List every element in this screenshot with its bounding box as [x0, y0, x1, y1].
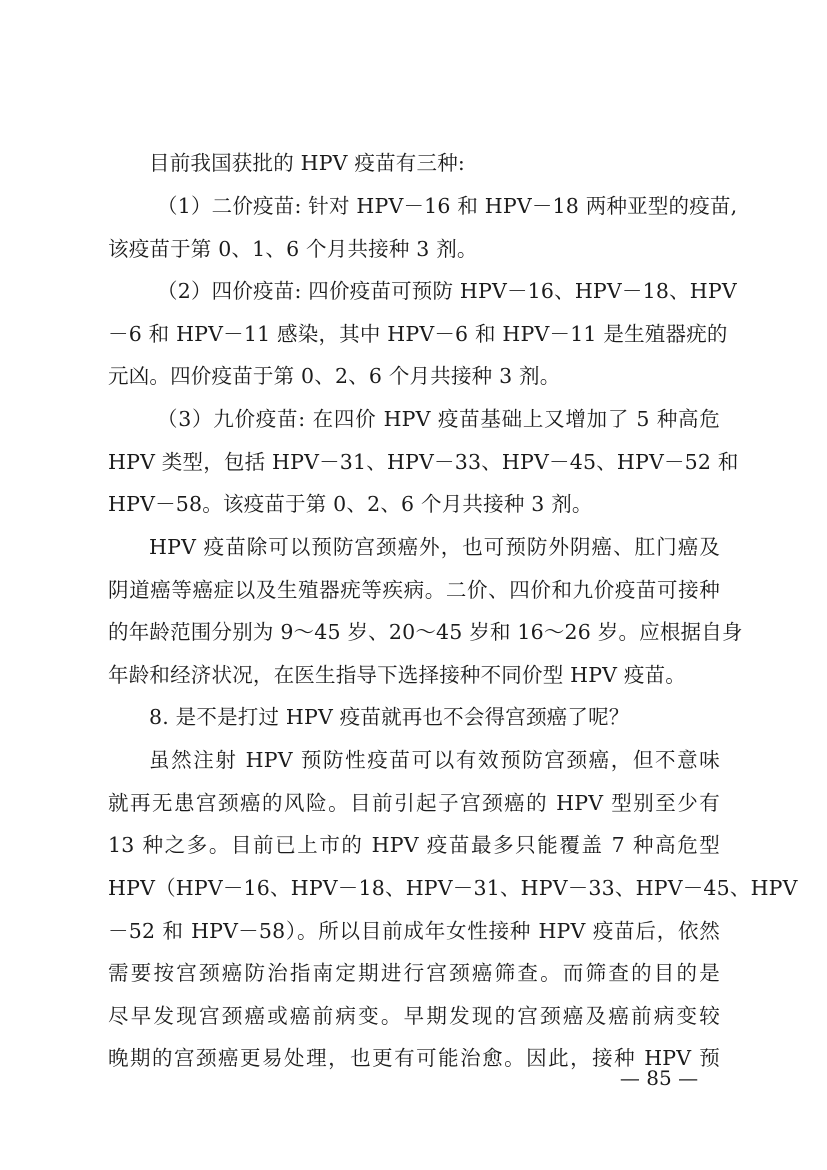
- text-line-3: 该疫苗于第 0、1、6 个月共接种 3 剂。: [108, 237, 478, 261]
- text-line-22: 晚期的宫颈癌更易处理，也更有可能治愈。因此，接种 HPV 预: [108, 1046, 720, 1070]
- text-line-1: 目前我国获批的 HPV 疫苗有三种:: [149, 151, 466, 175]
- page-number: — 85 —: [619, 1066, 699, 1090]
- text-line-11: 阴道癌等癌症以及生殖器疣等疾病。二价、四价和九价疫苗可接种: [108, 578, 720, 602]
- text-line-7: （3）九价疫苗: 在四价 HPV 疫苗基础上又增加了 5 种高危: [157, 407, 720, 431]
- text-line-8: HPV 类型，包括 HPV－31、HPV－33、HPV－45、HPV－52 和: [108, 450, 739, 474]
- text-line-16: 就再无患宫颈癌的风险。目前引起子宫颈癌的 HPV 型别至少有: [108, 791, 720, 815]
- text-line-2: （1）二价疫苗: 针对 HPV－16 和 HPV－18 两种亚型的疫苗,: [157, 194, 738, 218]
- text-line-4: （2）四价疫苗: 四价疫苗可预防 HPV－16、HPV－18、HPV: [157, 279, 737, 303]
- text-line-10: HPV 疫苗除可以预防宫颈癌外，也可预防外阴癌、肛门癌及: [149, 535, 720, 559]
- text-line-6: 元凶。四价疫苗于第 0、2、6 个月共接种 3 剂。: [108, 364, 561, 388]
- text-line-15: 虽然注射 HPV 预防性疫苗可以有效预防宫颈癌，但不意味: [149, 748, 720, 772]
- text-line-19: －52 和 HPV－58）。所以目前成年女性接种 HPV 疫苗后，依然: [108, 919, 720, 943]
- text-line-20: 需要按宫颈癌防治指南定期进行宫颈癌筛查。而筛查的目的是: [108, 961, 720, 985]
- text-line-9: HPV－58。该疫苗于第 0、2、6 个月共接种 3 剂。: [108, 492, 593, 516]
- text-line-12: 的年龄范围分别为 9～45 岁、20～45 岁和 16～26 岁。应根据自身: [108, 620, 743, 644]
- text-line-18: HPV（HPV－16、HPV－18、HPV－31、HPV－33、HPV－45、HPV: [108, 876, 798, 900]
- text-line-21: 尽早发现宫颈癌或癌前病变。早期发现的宫颈癌及癌前病变较: [108, 1004, 720, 1028]
- text-line-13: 年龄和经济状况，在医生指导下选择接种不同价型 HPV 疫苗。: [108, 663, 687, 687]
- section-heading: 8. 是不是打过 HPV 疫苗就再也不会得宫颈癌了呢？: [149, 705, 630, 729]
- text-line-5: －6 和 HPV－11 感染，其中 HPV－6 和 HPV－11 是生殖器疣的: [108, 322, 728, 346]
- text-line-17: 13 种之多。目前已上市的 HPV 疫苗最多只能覆盖 7 种高危型: [108, 833, 720, 857]
